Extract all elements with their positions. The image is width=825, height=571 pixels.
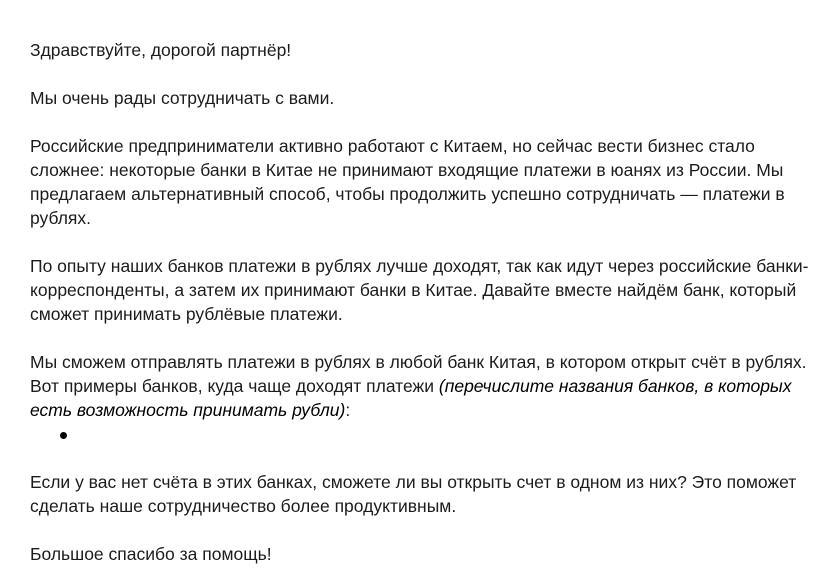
bank-list-item xyxy=(64,422,810,446)
banks-paragraph-italic-note: (перечислите названия банков, в которых есть возможность принимать рубли) xyxy=(30,376,792,420)
document-body xyxy=(30,38,810,566)
banks-paragraph-colon: : xyxy=(345,400,351,420)
account-question-paragraph: Если у вас нет счёта в этих банках, сможете ли вы открыть счет в одном из них? Это поможет сделать наше сотрудничество более продуктивным. xyxy=(30,472,797,516)
context-paragraph: Российские предприниматели активно работают с Китаем, но сейчас вести бизнес стало сложнее: некоторые банки в Китае не принимают входящие платежи в юанях из России. Мы предлагаем альтернативный способ, чтобы продолжить успешно сотрудничать — платежи в рублях. xyxy=(30,136,785,228)
experience-paragraph: По опыту наших банков платежи в рублях лучше доходят, так как идут через российские банки-корреспонденты, а затем их принимают банки в Китае. Давайте вместе найдём банк, который сможет принимать рублёвые платежи. xyxy=(30,256,809,324)
banks-paragraph-text: Мы сможем отправлять платежи в рублях в любой банк Китая, в котором открыт счёт в рублях. Вот примеры банков, куда чаще доходят платежи xyxy=(30,352,807,396)
greeting: Здравствуйте, дорогой партнёр! xyxy=(30,40,292,60)
bank-list xyxy=(30,422,810,446)
closing-paragraph: Большое спасибо за помощь! xyxy=(30,544,272,564)
banks-paragraph xyxy=(30,350,810,422)
intro-paragraph: Мы очень рады сотрудничать с вами. xyxy=(30,88,335,108)
